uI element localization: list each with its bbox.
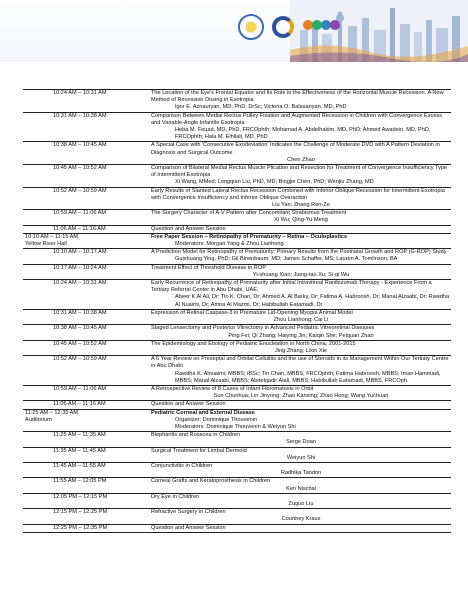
talk-title: Question and Answer Session bbox=[151, 401, 226, 408]
talk-title: Dry Eye in Children bbox=[151, 493, 200, 500]
session-organizers: Organizer: Dominique Thouvenin bbox=[175, 416, 257, 423]
content-cell bbox=[149, 264, 451, 279]
talk-title: Blepharitis and Rosacea in Children bbox=[151, 432, 240, 439]
content-cell bbox=[149, 249, 451, 264]
logo-row bbox=[238, 14, 342, 40]
time-slot: 12:05 PM – 12:15 PM bbox=[53, 493, 108, 500]
time-cell bbox=[23, 524, 149, 532]
talk-authors: Abeer K Al Ali, Dr; Tin K. Chan, Dr; Ahmed A. Al Barky, Dr; Fatima A. Habroosh, Dr; Manal Alzaabi, Dr; Rawdha Al Nuaimi, Dr; Amna Al Mazmi, Dr; Habibullah Eatamadi, Dr bbox=[175, 294, 450, 308]
talk-title: Early Results of Slanted Lateral Rectus Recession Combined with Inferior Oblique Recession for Intermittent Exotropia with Convergence Insufficiency and Inferior Oblique Overaction bbox=[151, 187, 445, 201]
time-slot: 10:31 AM – 10:38 AM bbox=[53, 309, 107, 316]
talk-title: A Special Case with 'Consecutive Exodeviation' Indicates the Challenge of Moderate DVD with A Pattern Deviation in Diagnosis and Surgical Outcome bbox=[151, 142, 440, 156]
content-cell bbox=[149, 187, 451, 210]
time-cell bbox=[23, 233, 149, 248]
time-cell bbox=[23, 385, 149, 400]
session-title: Pediatric Corneal and External Disease bbox=[151, 409, 255, 416]
content-cell bbox=[149, 409, 451, 432]
talk-row bbox=[23, 385, 451, 400]
content-cell bbox=[149, 233, 451, 248]
talk-row bbox=[23, 493, 451, 508]
talk-title: The Epidemiology and Etiology of Pediatric Enucleation in North China, 2001-2015 bbox=[151, 340, 356, 347]
time-cell bbox=[23, 112, 149, 142]
talk-title: A Retrospective Review of 8 Cases of Infant Fibromatosis in Orbit bbox=[151, 385, 314, 392]
content-cell bbox=[149, 90, 451, 113]
session-organizers: Moderators: Morgan Yang & Zhou Lianhong bbox=[175, 241, 284, 248]
talk-row bbox=[23, 478, 451, 493]
talk-authors: Xi Wu; Qing-Yu Meng bbox=[274, 217, 328, 224]
content-cell bbox=[149, 112, 451, 142]
time-cell bbox=[23, 432, 149, 447]
talk-authors: Liu Yan; Zhang Ren-Ze bbox=[272, 202, 330, 209]
talk-title: Question and Answer Session bbox=[151, 524, 226, 531]
talk-row bbox=[23, 280, 451, 310]
talk-title: Early Recurrence of Retinopathy of Prematurity after Initial Intravitreal Ranibizumab Therapy - Experience From a Tertiary Referral Center in Abu Dhabi, UAE. bbox=[151, 280, 432, 294]
time-slot: 10:24 AM – 10:31 AM bbox=[53, 90, 107, 96]
time-slot: 10:45 AM – 10:52 AM bbox=[53, 340, 107, 347]
session-title: Free Paper Session – Retinopathy of Prematurity – Retina – Oculoplastics bbox=[151, 233, 348, 240]
time-cell bbox=[23, 225, 149, 233]
time-cell bbox=[23, 509, 149, 524]
talk-authors: Igor E. Aznauryan, MD, PhD, DrSc; Victoria O. Balasanyan, MD, PhD bbox=[175, 104, 347, 111]
content-cell bbox=[149, 462, 451, 477]
talk-authors: Ken Nischal bbox=[286, 485, 316, 492]
program-schedule-table bbox=[23, 89, 451, 533]
content-cell bbox=[149, 210, 451, 225]
content-cell bbox=[149, 142, 451, 165]
talk-title: Comparison Between Medial Rectus Pulley Fixation and Augmented Recession in Children with Convergence Excess and Variable-Angle Infantile Esotropia bbox=[151, 112, 443, 126]
talk-authors: Courtney Kraus bbox=[281, 516, 321, 523]
talk-row bbox=[23, 401, 451, 409]
talk-authors: Guishuang Ying, PhD; Gil Binenbaum, MD; James Schaffer, MS; Lauren A. Tomlinson, BA bbox=[175, 256, 398, 263]
talk-row bbox=[23, 264, 451, 279]
talk-row bbox=[23, 524, 451, 532]
talk-authors: Zhou Lianhong; Cai Li bbox=[273, 317, 329, 324]
content-cell bbox=[149, 509, 451, 524]
time-slot: 10:10 AM – 10:17 AM bbox=[53, 249, 107, 256]
time-slot: 10:31 AM – 10:38 AM bbox=[53, 112, 107, 119]
time-slot: 10:24 AM – 10:31 AM bbox=[53, 280, 107, 287]
talk-title: Staged Lensectomy and Posterior Vitrectomy in Advanced Pediatric Vitreoretinal Diseases bbox=[151, 325, 375, 332]
time-cell bbox=[23, 478, 149, 493]
talk-row bbox=[23, 462, 451, 477]
time-cell bbox=[23, 493, 149, 508]
talk-row bbox=[23, 432, 451, 447]
talk-row bbox=[23, 340, 451, 355]
talk-authors: Xi Wang, MMed; Longqian Liu, PhD, MD; Bingjie Chen, PhD; Wenjiu Zhang, MD bbox=[175, 179, 374, 186]
content-cell bbox=[149, 356, 451, 386]
content-cell bbox=[149, 165, 451, 188]
talk-row bbox=[23, 249, 451, 264]
content-cell bbox=[149, 524, 451, 532]
session-location: Yellow River Hall bbox=[25, 241, 67, 248]
time-slot: 10:10 AM – 11:15 AM bbox=[25, 233, 79, 240]
talk-title: A 6 Year Review on Preseptal and Orbital Cellulitis and the use of Steroids in its Management Within Our Tertiary Centre in Abu Dhabi bbox=[151, 356, 449, 370]
talk-title: A Prediction Model for Retinopathy of Prematurity: Primary Results from the Postnatal Growth and ROP (G-ROP) Study bbox=[151, 249, 447, 256]
time-slot: 10:38 AM – 10:45 AM bbox=[53, 325, 107, 332]
talk-row bbox=[23, 309, 451, 324]
time-cell bbox=[23, 142, 149, 165]
time-cell bbox=[23, 90, 149, 113]
talk-row bbox=[23, 509, 451, 524]
time-cell bbox=[23, 462, 149, 477]
talk-title: Comparison of Bilateral Medial Rectus Muscle Plication and Resection for Treatment of Convergence Insufficiency Type of Intermittent Exotropia bbox=[151, 165, 448, 179]
talk-title: Treatment Effect of Threshold Disease in ROP bbox=[151, 264, 266, 271]
talk-row bbox=[23, 356, 451, 386]
content-cell bbox=[149, 478, 451, 493]
talk-title: Conjunctivitis in Children bbox=[151, 462, 213, 469]
time-slot: 10:52 AM – 10:59 AM bbox=[53, 187, 107, 194]
time-cell bbox=[23, 401, 149, 409]
talk-row bbox=[23, 112, 451, 142]
time-slot: 12:25 PM – 12:35 PM bbox=[53, 524, 108, 531]
talk-title: Refractive Surgery in Children bbox=[151, 509, 226, 516]
talk-title: Question and Answer Session bbox=[151, 225, 226, 232]
time-cell bbox=[23, 356, 149, 386]
content-cell bbox=[149, 385, 451, 400]
talk-row bbox=[23, 165, 451, 188]
content-cell bbox=[149, 401, 451, 409]
session-row bbox=[23, 233, 451, 248]
talk-authors: Radhika Tandon bbox=[280, 470, 322, 477]
time-cell bbox=[23, 210, 149, 225]
talk-authors: Ping Fei; Qi Zhang; Haiying Jin; Kaiqin She; Peiquan Zhao bbox=[228, 332, 374, 339]
talk-authors: Heba M. Fouad, MD, PhD, FRCOphth; Mohamad A. Abdelhakim, MD, PhD; Ahmed Awadein, MD, PhD, FRCOphth; Hala M. Elhilali, MD, PhD bbox=[175, 127, 431, 141]
content-cell bbox=[149, 432, 451, 447]
talk-authors: Zuguo Liu bbox=[288, 500, 314, 507]
time-slot: 11:25 AM – 11:35 AM bbox=[53, 432, 106, 439]
time-slot: 10:59 AM – 11:06 AM bbox=[53, 385, 107, 392]
talk-authors: Weiyun Shi bbox=[286, 454, 316, 461]
time-slot: 11:06 AM – 11:16 AM bbox=[53, 225, 106, 232]
talk-row bbox=[23, 210, 451, 225]
time-slot: 12:15 PM – 12:25 PM bbox=[53, 509, 108, 516]
content-cell bbox=[149, 447, 451, 462]
talk-authors: Rawdha K. Alnuaimi, MBBS; iBSc; Tin Chan, MBBS, FRCOphth; Fatima Habroosh, MBBS; Iman Hammadi, MBBS; Manal Alzaabi, MBBS; Abdelqadir Alali, MBBS; Habibullah Eatamadi, MBBS, FRCOph bbox=[175, 370, 441, 384]
talk-authors: Chen Zhao bbox=[287, 156, 315, 163]
session-moderators: Moderators: Dominique Thouvenin & Weiyun Shi bbox=[175, 423, 296, 430]
time-cell bbox=[23, 325, 149, 340]
talk-row bbox=[23, 447, 451, 462]
time-cell bbox=[23, 340, 149, 355]
talk-row bbox=[23, 90, 451, 113]
content-cell bbox=[149, 280, 451, 310]
time-slot: 10:17 AM – 10:24 AM bbox=[53, 264, 107, 271]
session-row bbox=[23, 409, 451, 432]
schedule-body bbox=[23, 90, 451, 533]
time-slot: 10:38 AM – 10:45 AM bbox=[53, 142, 107, 149]
time-slot: 11:06 AM – 11:16 AM bbox=[53, 401, 106, 408]
content-cell bbox=[149, 340, 451, 355]
talk-row bbox=[23, 325, 451, 340]
time-slot: 10:45 AM – 10:52 AM bbox=[53, 165, 107, 172]
time-slot: 11:25 AM – 12:35 AM bbox=[25, 409, 79, 416]
society-seal-logo bbox=[238, 14, 264, 40]
talk-title: The Location of the Eye's Frontal Equator and Its Role in the Effectiveness of the Horizontal Muscle Recession. A New Method of Recession Dosing in Esotropia bbox=[151, 90, 444, 104]
time-slot: 10:59 AM – 11:06 AM bbox=[53, 210, 107, 217]
aapos-logo bbox=[302, 16, 342, 38]
talk-row bbox=[23, 225, 451, 233]
talk-authors: Yi-shuang Xiao; Jiang-tao Xu; Si-qi Wu bbox=[252, 271, 350, 278]
time-cell bbox=[23, 280, 149, 310]
talk-authors: Jing Zhang; Lixin Xie bbox=[275, 347, 327, 354]
session-location: Auditorium bbox=[25, 416, 52, 423]
content-cell bbox=[149, 493, 451, 508]
content-cell bbox=[149, 309, 451, 324]
talk-authors: Sun Chunhua; Lin Jinyong; Zhao Kanxing; Zhao Hong; Wang Yuchuan bbox=[213, 393, 389, 400]
talk-title: Expression of Retinal Caspase-3 in Premature Lid-Opening Myopia Animal Model bbox=[151, 309, 353, 316]
time-cell bbox=[23, 409, 149, 432]
talk-row bbox=[23, 187, 451, 210]
conference-banner bbox=[0, 0, 468, 62]
time-slot: 11:55 AM – 12:05 PM bbox=[53, 478, 107, 485]
talk-row bbox=[23, 142, 451, 165]
talk-title: Surgical Treatment for Limbal Dermoid bbox=[151, 447, 247, 454]
time-cell bbox=[23, 165, 149, 188]
talk-title: The Surgery Character of A-V Pattern after Concomitant Strabismus Treatment bbox=[151, 210, 347, 217]
time-slot: 10:52 AM – 10:59 AM bbox=[53, 356, 107, 363]
society-ring-logo bbox=[272, 16, 294, 38]
time-cell bbox=[23, 309, 149, 324]
time-slot: 11:45 AM – 11:55 AM bbox=[53, 462, 106, 469]
time-cell bbox=[23, 264, 149, 279]
time-cell bbox=[23, 187, 149, 210]
time-slot: 11:35 AM – 11:45 AM bbox=[53, 447, 106, 454]
talk-authors: Serge Doan bbox=[286, 439, 316, 446]
time-cell bbox=[23, 447, 149, 462]
talk-title: Corneal Grafts and Keratoprosthesis in Children bbox=[151, 478, 271, 485]
content-cell bbox=[149, 225, 451, 233]
content-cell bbox=[149, 325, 451, 340]
time-cell bbox=[23, 249, 149, 264]
